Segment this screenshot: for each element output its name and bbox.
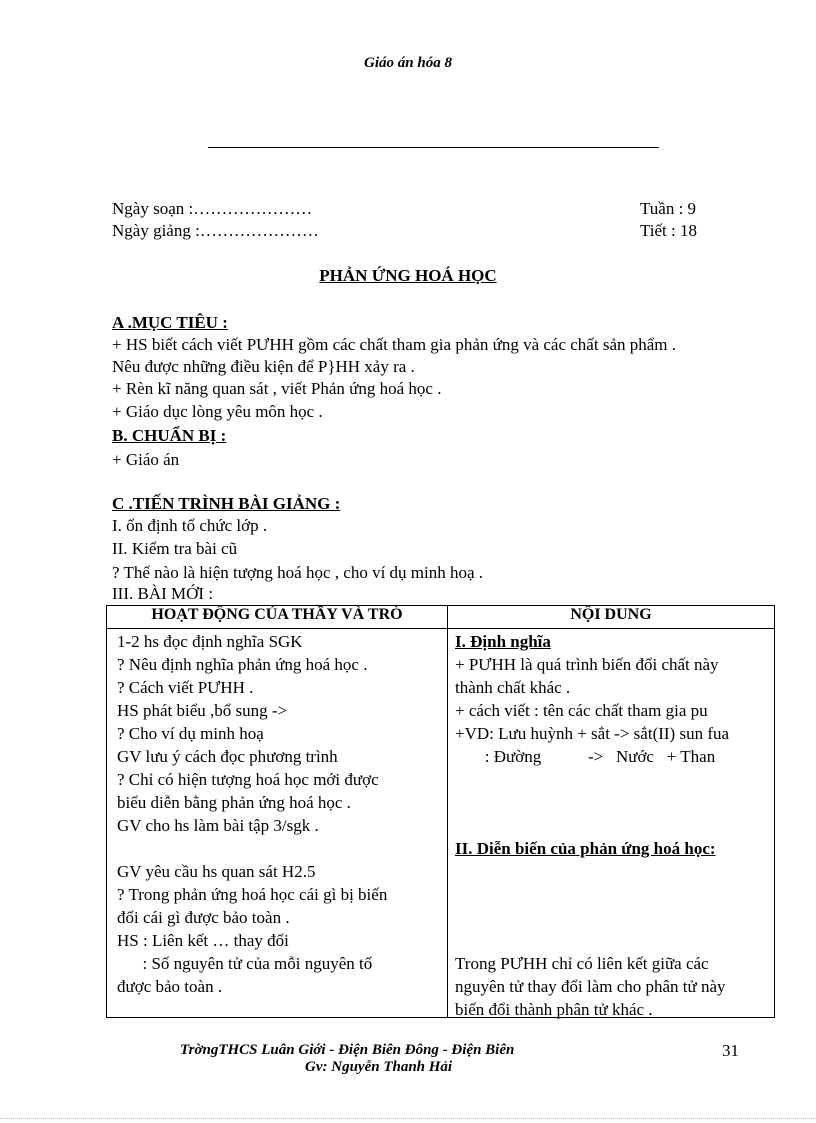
activity-line: HS : Liên kết … thay đổi — [117, 931, 289, 950]
section-a-title: A .MỤC TIÊU : — [112, 313, 228, 332]
tuan: Tuần : 9 — [640, 199, 697, 218]
tiet: Tiết : 18 — [640, 221, 698, 240]
activity-line: GV lưu ý cách đọc phương trình — [117, 747, 338, 766]
activity-line: đổi cái gì được bảo toàn . — [117, 908, 290, 927]
section-c-line: II. Kiểm tra bài cũ — [112, 539, 238, 558]
activities-cell — [107, 629, 448, 1018]
header-activities: HOẠT ĐỘNG CỦA THẦY VÀ TRÒ — [107, 606, 448, 629]
header-divider — [208, 147, 659, 148]
activity-line: GV yêu cầu hs quan sát H2.5 — [117, 862, 316, 881]
content-heading-progress: II. Diễn biến của phản ứng hoá học: — [455, 839, 716, 858]
content-cell — [448, 629, 775, 1018]
footer-school: TrờngTHCS Luân Giới - Điện Biên Đông - Điện Biên — [180, 1042, 515, 1058]
section-a-line: + Giáo dục lòng yêu môn học . — [112, 402, 323, 421]
section-b-line: + Giáo án — [112, 450, 180, 469]
activity-line: : Số nguyên tử của mỗi nguyên tố — [117, 954, 373, 973]
section-a-line: + HS biết cách viết PƯHH gồm các chất tham gia phản ứng và các chất sản phẩm . — [112, 335, 677, 354]
section-a-line: + Rèn kĩ năng quan sát , viết Phản ứng hoá học . — [112, 379, 442, 398]
content-line: + PƯHH là quá trình biến đổi chất này — [455, 655, 719, 674]
section-a-line: Nêu được những điều kiện để P}HH xảy ra . — [112, 357, 415, 376]
lesson-title: PHẢN ỨNG HOÁ HỌC — [319, 266, 497, 285]
footer-teacher: Gv: Nguyễn Thanh Hải — [305, 1059, 453, 1075]
content-line: : Đường -> Nước + Than — [455, 747, 716, 766]
ngay-soan: Ngày soạn :………………… — [112, 199, 313, 218]
content-line: biến đổi thành phân tử khác . — [455, 1000, 653, 1019]
activity-line: HS phát biểu ,bổ sung -> — [117, 701, 288, 720]
content-line: nguyên tử thay đổi làm cho phân tử này — [455, 977, 726, 996]
activity-line: GV cho hs làm bài tập 3/sgk . — [117, 816, 319, 835]
page-bottom-border — [0, 1118, 816, 1119]
ngay-giang: Ngày giảng :………………… — [112, 221, 319, 240]
activity-line: ? Chỉ có hiện tượng hoá học mới được — [117, 770, 379, 789]
activity-line: ? Nêu định nghĩa phản ứng hoá học . — [117, 655, 368, 674]
content-line: thành chất khác . — [455, 678, 571, 697]
content-line: + cách viết : tên các chất tham gia pu — [455, 701, 708, 720]
page-number: 31 — [722, 1041, 739, 1060]
section-c-title: C .TIẾN TRÌNH BÀI GIẢNG : — [112, 494, 341, 513]
activity-line: được bảo toàn . — [117, 977, 223, 996]
document-header-title: Giáo án hóa 8 — [364, 55, 452, 71]
activity-line: 1-2 hs đọc định nghĩa SGK — [117, 632, 303, 651]
activity-line: ? Cho ví dụ minh hoạ — [117, 724, 264, 743]
content-line: +VD: Lưu huỳnh + sắt -> sắt(II) sun fua — [455, 724, 730, 743]
section-c-line: ? Thế nào là hiện tượng hoá học , cho ví dụ minh hoạ . — [112, 563, 484, 582]
section-c-line: I. ổn định tổ chức lớp . — [112, 516, 268, 535]
lesson-table — [106, 605, 775, 1018]
header-content: NỘI DUNG — [448, 606, 775, 629]
activity-line: ? Trong phản ứng hoá học cái gì bị biến — [117, 885, 388, 904]
table-body-row — [107, 629, 775, 1018]
section-c-line: III. BÀI MỚI : — [112, 584, 214, 603]
activity-line: biểu diễn bằng phản ứng hoá học . — [117, 793, 351, 812]
content-heading-definition: I. Định nghĩa — [455, 632, 551, 651]
section-b-title: B. CHUẨN BỊ : — [112, 426, 227, 445]
table-header-row — [107, 606, 775, 629]
activity-line: ? Cách viết PƯHH . — [117, 678, 254, 697]
content-line: Trong PƯHH chỉ có liên kết giữa các — [455, 954, 709, 973]
